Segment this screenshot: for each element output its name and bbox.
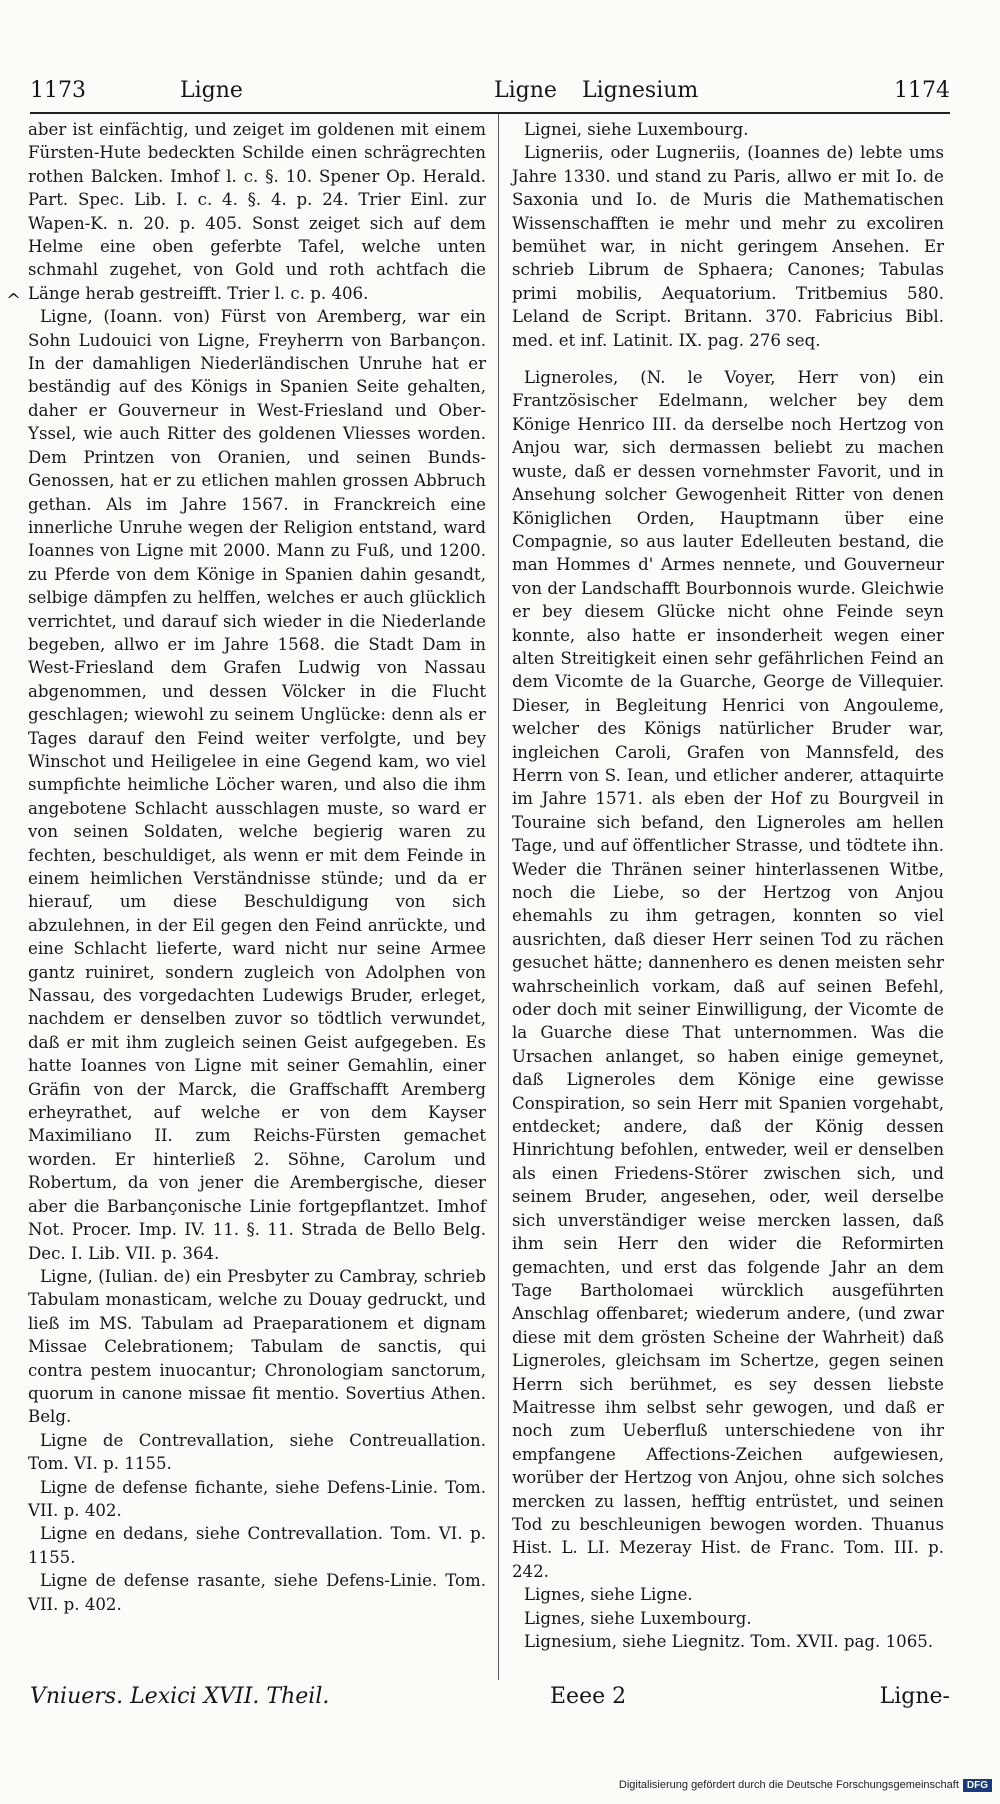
- right-running-subtitle: Lignesium: [582, 78, 699, 103]
- entry-lignesium: Lignesium, siehe Liegnitz. Tom. XVII. pag. 1065.: [524, 1632, 934, 1651]
- entry-ligne-ioannes: Ligne, (Ioann. von) Fürst von Aremberg, war ein Sohn Ludouici von Ligne, Freyherrn von Barbançon. In der damahligen Niederländischen Unruhe hat er beständig auf des Königs in Spanien Seite gehalten, daher er Gouverneur in West-Friesland und Ober-Yssel, wie auch Ritter des goldenen Vliesses worden. Dem Printzen von Oranien, und seinen Bunds-Genossen, hat er zu etlichen mahlen grossen Abbruch gethan. Als im Jahre 1567. in Franckreich eine innerliche Unruhe wegen der Religion entstand, ward Ioannes von Ligne mit 2000. Mann zu Fuß, und 1200. zu Pferde von dem Könige in Spanien dahin gesandt, selbige dämpfen zu helffen, welches er auch glücklich verrichtet, und darauf sich wieder in die Niederlande begeben, allwo er im Jahre 1568. die Stadt Dam in West-Friesland dem Grafen Ludwig von Nassau abgenommen, und dessen Völcker in die Flucht geschlagen; wiewohl zu seinem Unglücke: denn als er Tages darauf den Feind weiter verfolgte, und bey Winschot und Heiligelee in eine Gegend kam, wo viel sumpfichte heimliche Löcher waren, und also die ihm angebotene Schlacht ausschlagen muste, so ward er von seinen Soldaten, welche begierig waren zu fechten, beschuldiget, als wenn er mit dem Feinde in einem heimlichen Verständnisse stünde; und da er hierauf, um diese Beschuldigung von sich abzulehnen, in der Eil gegen den Feind anrückte, und eine Schlacht lieferte, ward nicht nur seine Armee gantz ruiniret, sondern zugleich von Adolphen von Nassau, des vorgedachten Ludewigs Bruder, erleget, nachdem er denselben zuvor so tödtlich verwundet, daß er mit ihm zugleich seinen Geist aufgegeben. Es hatte Ioannes von Ligne mit seiner Gemahlin, einer Gräfin von der Marck, die Graffschafft Aremberg erheyrathet, auf welche er von dem Kayser Maximiliano II. zum Reichs-Fürsten gemachet worden. Er hinterließ 2. Söhne, Carolum und Robertum, da von jener die Arembergische, dieser aber die Barbançonische Linie fortgepflantzet. Imhof Not. Procer. Imp. IV. 11. §. 11. Strada de Bello Belg. Dec. I. Lib. VII. p. 364.: [28, 307, 486, 1263]
- right-running-title: Ligne: [494, 78, 557, 103]
- right-page-number: 1174: [894, 78, 950, 103]
- entry-ligne-iulianus: Ligne, (Iulian. de) ein Presbyter zu Cambray, schrieb Tabulam monasticam, welche zu Douay gedruckt, und ließ im MS. Tabulam ad Praeparationem et dignam Missae Celebrationem; Tabulam de sanctis, qui contra pestem inuocantur; Chronologiam sanctorum, quorum in canone missae fit mentio. Sovertius Athen. Belg.: [28, 1266, 486, 1427]
- left-column: [28, 118, 486, 1616]
- left-page-number: 1173: [30, 78, 86, 103]
- entry-ligne-de-defense-rasante: Ligne de defense rasante, siehe Defens-Linie. Tom. VII. p. 402.: [28, 1571, 486, 1614]
- column-divider: [498, 114, 499, 1680]
- header-rule: [30, 112, 950, 114]
- page-header: [30, 78, 950, 114]
- margin-mark: ^: [6, 290, 22, 311]
- footer-catchword: Ligne-: [879, 1684, 950, 1709]
- entry-ligneroles: Ligneroles, (N. le Voyer, Herr von) ein Frantzösischer Edelmann, welcher bey dem Könige Henrico III. da derselbe noch Hertzog von Anjou war, sich dermassen beliebt zu machen wuste, daß er dessen vornehmster Favorit, und in Ansehung solcher Gewogenheit Ritter von denen Königlichen Orden, Hauptmann über eine Compagnie, so aus lauter Edelleuten bestand, die man Hommes d' Armes nennete, und Gouverneur von der Landschafft Bourbonnois wurde. Gleichwie er bey diesem Glücke nicht ohne Feinde seyn konnte, also hatte er insonderheit wegen einer alten Streitigkeit einen sehr gefährlichen Feind an dem Vicomte de la Guarche, George de Villequier. Dieser, in Begleitung Henrici von Angouleme, welcher des Königs natürlicher Bruder war, ingleichen Caroli, Grafen von Mannsfeld, des Herrn von S. Iean, und etlicher anderer, attaquirte im Jahre 1571. als eben der Hof zu Bourgveil in Touraine sich befand, den Ligneroles am hellen Tage, und auf öffentlicher Strasse, und tödtete ihn. Weder die Thränen seiner hinterlassenen Witbe, noch die Liebe, so der Hertzog von Anjou ehemahls zu ihm getragen, konnten so viel ausrichten, daß dieser Herr seinen Tod zu rächen gesuchet hätte; dannenhero es denen meisten sehr wahrscheinlich vorkam, daß auf seinen Befehl, oder doch mit seiner Einwilligung, der Vicomte de la Guarche diese That unternommen. Was die Ursachen anlanget, so haben einige gemeynet, daß Ligneroles dem Könige eine gewisse Conspiration, so sein Herr mit Spanien vorgehabt, entdecket; andere, daß der König dessen Hinrichtung befohlen, entweder, weil er denselben als einen Friedens-Störer zwischen sich, und seinem Bruder, angesehen, oder, weil derselbe sich unverständiger weise mercken lassen, daß ihm sein Herr den wider die Reformirten gemachten, und erst das folgende Jahr an dem Tage Bartholomaei würcklich ausgeführten Anschlag offenbaret; wiederum andere, (und zwar diese mit dem grösten Scheine der Wahrheit) daß Ligneroles, gleichsam im Schertze, gegen seinen Herrn sich berühmet, es sey dessen liebste Maitresse ihm selbst sehr gewogen, und daß er noch zum Ueberfluß unterschiedene von ihr empfangene Affections-Zeichen aufgewiesen, worüber der Hertzog von Anjou, ohne sich solches mercken zu lassen, hefftig entrüstet, und seinen Tod zu beschleunigen bewogen worden. Thuanus Hist. L. LI. Mezeray Hist. de Franc. Tom. III. p. 242.: [512, 368, 945, 1581]
- entry-lignei: Lignei, siehe Luxembourg.: [524, 120, 749, 139]
- entry-ligne-arms-continued: aber ist einfächtig, und zeiget im goldenen mit einem Fürsten-Hute bedeckten Schilde einen schrägrechten rothen Balcken. Imhof l. c. §. 10. Spener Op. Herald. Part. Spec. Lib. I. c. 4. §. 4. p. 24. Trier Einl. zur Wapen-K. n. 20. p. 405. Sonst zeiget sich auf dem Helme eine oben geferbte Tafel, welche unten schmahl zugehet, von Gold und roth achtfach die Länge herab gestreifft. Trier l. c. p. 406.: [28, 120, 486, 303]
- digitization-credit: [619, 1779, 992, 1792]
- page-footer: [30, 1684, 950, 1724]
- dfg-logo-icon: DFG: [963, 1779, 992, 1792]
- digitization-note: Digitalisierung gefördert durch die Deutsche Forschungsgemeinschaft: [618, 1779, 959, 1791]
- footer-volume: Vniuers. Lexici XVII. Theil.: [30, 1684, 330, 1709]
- left-running-title: Ligne: [180, 78, 243, 103]
- entry-ligne-de-defense-fichante: Ligne de defense fichante, siehe Defens-Linie. Tom. VII. p. 402.: [28, 1477, 486, 1520]
- footer-signature: Eeee 2: [550, 1684, 627, 1709]
- entry-ligne-de-contrevallation: Ligne de Contrevallation, siehe Contreuallation. Tom. VI. p. 1155.: [28, 1430, 486, 1474]
- entry-ligneriis: Ligneriis, oder Lugneriis, (Ioannes de) lebte ums Jahre 1330. und stand zu Paris, allwo er mit Io. de Saxonia und Io. de Muris die Mathematischen Wissenschafften ie mehr und mehr zu excoliren bemühet war, in nicht geringem Ansehen. Er schrieb Librum de Sphaera; Canones; Tabulas primi mobilis, Aequatorium. Tritbemius 580. Leland de Script. Britann. 370. Fabricius Bibl. med. et inf. Latinit. IX. pag. 276 seq.: [512, 143, 944, 350]
- entry-ligne-en-dedans: Ligne en dedans, siehe Contrevallation. Tom. VI. p. 1155.: [28, 1524, 486, 1567]
- entry-lignes-ligne: Lignes, siehe Ligne.: [524, 1585, 693, 1605]
- right-column: [512, 118, 944, 1653]
- entry-lignes-luxembourg: Lignes, siehe Luxembourg.: [524, 1608, 752, 1628]
